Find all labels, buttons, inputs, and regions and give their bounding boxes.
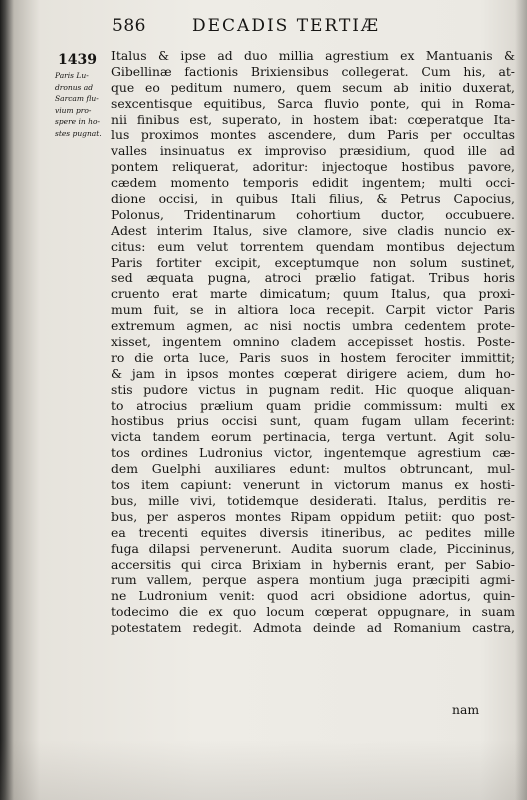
text-line: dione occisi, in quibus Itali filius, & Petrus Capocius, bbox=[111, 191, 515, 207]
text-line: cædem momento temporis edidit ingentem; multi occi- bbox=[111, 175, 515, 191]
text-line: que eo peditum numero, quem secum ab initio duxerat, bbox=[111, 79, 515, 95]
text-line: bus, mille vivi, totidemque desiderati. Italus, perditis re- bbox=[111, 492, 515, 508]
text-line: sexcentisque equitibus, Sarca fluvio ponte, qui in Roma- bbox=[111, 95, 515, 111]
text-line: sed æquata pugna, atroci prælio fatigat. Tribus horis bbox=[111, 270, 515, 286]
catchword: nam bbox=[452, 702, 480, 717]
text-line: rum vallem, perque aspera montium juga præcipiti agmi- bbox=[111, 572, 515, 588]
text-line: bus, per asperos montes Ripam oppidum petiit: quo post- bbox=[111, 508, 515, 524]
text-line: fuga dilapsi pervenerunt. Audita suorum clade, Piccininus, bbox=[111, 540, 515, 556]
text-line: citus: eum velut torrentem quendam montibus dejectum bbox=[111, 238, 515, 254]
marginal-note-line: spere in ho- bbox=[55, 117, 100, 126]
text-line: tos item capiunt: venerunt in victorum manus ex hosti- bbox=[111, 477, 515, 493]
marginal-note bbox=[55, 70, 107, 139]
marginal-note-line: dronus ad bbox=[55, 82, 94, 92]
running-title: DECADIS TERTIÆ bbox=[192, 16, 381, 36]
text-line: Gibellinæ factionis Brixiensibus collegerat. Cum his, at- bbox=[111, 63, 515, 79]
text-line: victa tandem eorum pertinacia, terga vertunt. Agit solu- bbox=[111, 429, 515, 445]
text-line: xisset, ingentem omnino cladem accepisset hostis. Poste- bbox=[111, 334, 515, 350]
margin-year: 1439 bbox=[58, 52, 97, 68]
text-line: mum fuit, se in altiora loca recepit. Carpit victor Paris bbox=[111, 302, 515, 318]
text-line: accersitis qui circa Brixiam in hybernis erant, per Sabio- bbox=[111, 556, 515, 572]
marginal-note-line: Sarcam flu- bbox=[55, 94, 99, 103]
marginal-note-line: vium pro- bbox=[55, 105, 92, 115]
text-line: Italus & ipse ad duo millia agrestium ex Mantuanis & bbox=[111, 48, 515, 63]
text-line: Polonus, Tridentinarum cohortium ductor, occubuere. bbox=[111, 206, 515, 222]
marginal-note-line: Paris Lu- bbox=[55, 71, 89, 80]
text-line: Paris fortiter excipit, exceptumque non solum sustinet, bbox=[111, 254, 515, 270]
text-line: nii finibus est, superato, in hostem ibat: cœperatque Ita- bbox=[111, 111, 515, 127]
text-line: dem Guelphi auxiliares edunt: multos obtruncant, mul- bbox=[111, 461, 515, 477]
text-line: Adest interim Italus, sive clamore, sive cladis nuncio ex- bbox=[111, 222, 515, 238]
page-number: 586 bbox=[112, 16, 146, 36]
text-line: ro die orta luce, Paris suos in hostem ferociter immittit; bbox=[111, 349, 515, 365]
body-text bbox=[111, 48, 515, 636]
text-line: ne Ludronium venit: quod acri obsidione adortus, quin- bbox=[111, 588, 515, 604]
marginal-note-line: stes pugnat. bbox=[55, 128, 102, 138]
text-line: tos ordines Ludronius victor, ingentemque agrestium cæ- bbox=[111, 445, 515, 461]
text-line: stis pudore victus in pugnam redit. Hic quoque aliquan- bbox=[111, 381, 515, 397]
text-line: extremum agmen, ac nisi noctis umbra cedentem prote- bbox=[111, 318, 515, 334]
text-line: cruento erat marte dimicatum; quum Italus, qua proxi- bbox=[111, 286, 515, 302]
text-line: & jam in ipsos montes cœperat dirigere aciem, dum ho- bbox=[111, 365, 515, 381]
text-line: lus proximos montes ascendere, dum Paris per occultas bbox=[111, 127, 515, 143]
text-line: to atrocius prælium quam pridie commissum: multi ex bbox=[111, 397, 515, 413]
text-line: potestatem redegit. Admota deinde ad Romanium castra, bbox=[111, 620, 515, 636]
text-line: todecimo die ex quo locum cœperat oppugnare, in suam bbox=[111, 604, 515, 620]
text-line: valles insinuatus ex improviso præsidium, quod ille ad bbox=[111, 143, 515, 159]
text-line: hostibus prius occisi sunt, quam fugam ullam fecerint: bbox=[111, 413, 515, 429]
text-line: ea trecenti equites diversis itineribus, ac pedites mille bbox=[111, 524, 515, 540]
text-line: pontem reliquerat, adoritur: injectoque hostibus pavore, bbox=[111, 159, 515, 175]
